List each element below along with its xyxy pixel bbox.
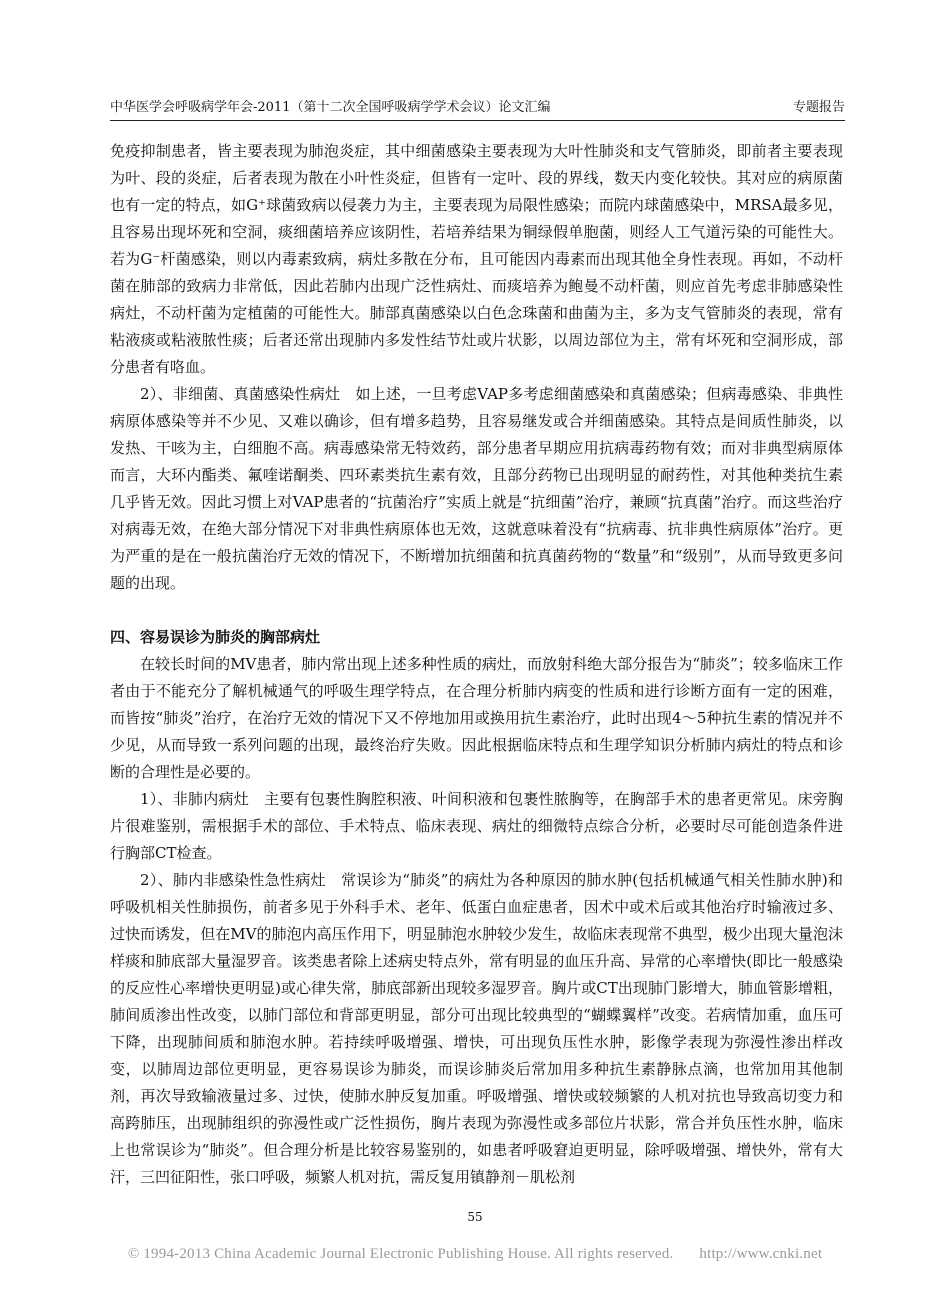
page-number: 55 [467, 1210, 483, 1224]
paragraph-non-infectious-lesion: 2）、肺内非感染性急性病灶 常误诊为“肺炎”的病灶为各种原因的肺水肿(包括机械通气相关性肺水肿)和呼吸机相关性肺损伤，前者多见于外科手术、老年、低蛋白血症患者，因术中或术后或其他治疗时输液过多、过快而诱发，但在MV的肺泡内高压作用下，明显肺泡水肿较少发生，故临床表现常不典型，极少出现大量泡沫样痰和肺底部大量湿罗音。该类患者除上述病史特点外，常有明显的血压升高、异常的心率增快(即比一般感染的反应性心率增快更明显)或心律失常，肺底部新出现较多湿罗音。胸片或CT出现肺门影增大，肺血管影增粗，肺间质渗出性改变，以肺门部位和背部更明显，部分可出现比较典型的“蝴蝶翼样”改变。若病情加重，血压可下降，出现肺间质和肺泡水肿。若持续呼吸增强、增快，可出现负压性水肿，影像学表现为弥漫性渗出样改变，以肺周边部位更明显，更容易误诊为肺炎，而误诊肺炎后常加用多种抗生素静脉点滴，也常加用其他制剂，再次导致输液量过多、过快，使肺水肿反复加重。呼吸增强、增快或较频繁的人机对抗也导致高切变力和高跨肺压，出现肺组织的弥漫性或广泛性损伤，胸片表现为弥漫性或多部位片状影，常合并负压性水肿，临床上也常误诊为“肺炎”。但合理分析是比较容易鉴别的，如患者呼吸窘迫更明显，除呼吸增强、增快外，常有大汗，三凹征阳性，张口呼吸，频繁人机对抗，需反复用镇静剂－肌松剂 [110, 871, 843, 1186]
footer-url[interactable]: http://www.cnki.net [699, 1246, 823, 1262]
running-header [110, 98, 845, 121]
section-heading: 四、容易误诊为肺炎的胸部病灶 [110, 628, 321, 646]
article-body [110, 138, 843, 1191]
copyright-footer [0, 1246, 950, 1263]
paragraph-non-bacterial: 2）、非细菌、真菌感染性病灶 如上述，一旦考虑VAP多考虑细菌感染和真菌感染；但病毒感染、非典性病原体感染等并不少见、又难以确诊，但有增多趋势，且容易继发或合并细菌感染。其特点是间质性肺炎，以发热、干咳为主，白细胞不高。病毒感染常无特效药，部分患者早期应用抗病毒药物有效；而对非典型病原体而言，大环内酯类、氟喹诺酮类、四环素类抗生素有效，且部分药物已出现明显的耐药性，对其他种类抗生素几乎皆无效。因此习惯上对VAP患者的“抗菌治疗”实质上就是“抗细菌”治疗，兼顾“抗真菌”治疗。而这些治疗对病毒无效，在绝大部分情况下对非典性病原体也无效，这就意味着没有“抗病毒、抗非典性病原体”治疗。更为严重的是在一般抗菌治疗无效的情况下，不断增加抗细菌和抗真菌药物的“数量”和“级别”，从而导致更多问题的出现。 [110, 385, 843, 592]
paragraph-non-lung-lesion: 1）、非肺内病灶 主要有包裹性胸腔积液、叶间积液和包裹性脓胸等，在胸部手术的患者更常见。床旁胸片很难鉴别，需根据手术的部位、手术特点、临床表现、病灶的细微特点综合分析，必要时尽可能创造条件进行胸部CT检查。 [110, 790, 843, 862]
section-label: 专题报告 [792, 100, 845, 115]
journal-title: 中华医学会呼吸病学年会-2011（第十二次全国呼吸病学学术会议）论文汇编 [110, 100, 551, 115]
paragraph-continuation: 免疫抑制患者，皆主要表现为肺泡炎症，其中细菌感染主要表现为大叶性肺炎和支气管肺炎，即前者主要表现为叶、段的炎症，后者表现为散在小叶性炎症，但皆有一定叶、段的界线，数天内变化较快。其对应的病原菌也有一定的特点，如G⁺球菌致病以侵袭力为主，主要表现为局限性感染；而院内球菌感染中，MRSA最多见，且容易出现坏死和空洞，痰细菌培养应该阴性，若培养结果为铜绿假单胞菌，则经人工气道污染的可能性大。若为G⁻杆菌感染，则以内毒素致病，病灶多散在分布，且可能因内毒素而出现其他全身性表现。再如，不动杆菌在肺部的致病力非常低，因此若肺内出现广泛性病灶、而痰培养为鲍曼不动杆菌，则应首先考虑非肺感染性病灶，不动杆菌为定植菌的可能性大。肺部真菌感染以白色念珠菌和曲菌为主，多为支气管肺炎的表现，常有粘液痰或粘液脓性痰；后者还常出现肺内多发性结节灶或片状影，以周边部位为主，常有坏死和空洞形成，部分患者有咯血。 [110, 142, 843, 376]
paragraph-intro: 在较长时间的MV患者，肺内常出现上述多种性质的病灶，而放射科绝大部分报告为“肺炎”；较多临床工作者由于不能充分了解机械通气的呼吸生理学特点，在合理分析肺内病变的性质和进行诊断方面有一定的困难，而皆按“肺炎”治疗，在治疗无效的情况下又不停地加用或换用抗生素治疗，此时出现4～5种抗生素的情况并不少见，从而导致一系列问题的出现，最终治疗失败。因此根据临床特点和生理学知识分析肺内病灶的特点和诊断的合理性是必要的。 [110, 655, 843, 781]
copyright-text: © 1994-2013 China Academic Journal Electronic Publishing House. All rights reserved. [127, 1246, 674, 1262]
